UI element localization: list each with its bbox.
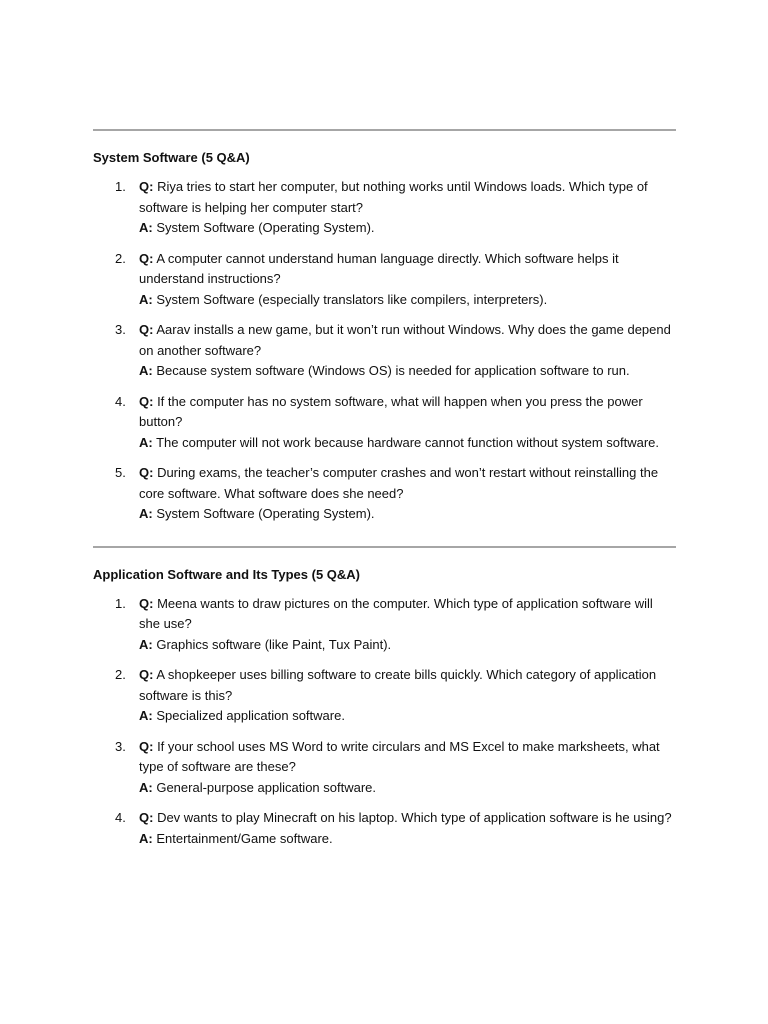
answer-line [139, 433, 676, 454]
qa-item [93, 737, 676, 799]
question-text: If the computer has no system software, what will happen when you press the power button? [139, 393, 643, 429]
item-number: 1. [115, 595, 126, 611]
answer-line [139, 218, 676, 239]
qa-item [93, 463, 676, 525]
answer-label: A: [139, 779, 153, 795]
question-line [139, 177, 676, 218]
question-label: Q: [139, 250, 154, 266]
answer-line [139, 290, 676, 311]
question-text: Dev wants to play Minecraft on his laptop. Which type of application software is he using? [153, 810, 672, 825]
answer-text: General-purpose application software. [152, 779, 377, 795]
section-divider [93, 546, 676, 548]
answer-line [139, 504, 676, 525]
question-label: Q: [139, 667, 154, 682]
answer-label: A: [139, 708, 153, 723]
question-text: During exams, the teacher’s computer crashes and won’t restart without reinstalling the core software. What software does she need? [139, 465, 659, 501]
question-line [139, 594, 676, 635]
question-text: A shopkeeper uses billing software to create bills quickly. Which category of application software is this? [139, 667, 657, 703]
section-application-software [93, 566, 676, 850]
item-number: 5. [115, 465, 126, 480]
question-line [139, 808, 676, 829]
question-text: Meena wants to draw pictures on the computer. Which type of application software will she use? [139, 595, 653, 631]
question-label: Q: [139, 322, 154, 337]
qa-item [93, 665, 676, 727]
qa-list [93, 594, 676, 850]
answer-line [139, 778, 676, 799]
answer-text: Because system software (Windows OS) is needed for application software to run. [152, 363, 630, 378]
answer-label: A: [139, 830, 153, 846]
question-line [139, 249, 676, 290]
question-label: Q: [139, 393, 154, 409]
item-number: 3. [115, 738, 126, 754]
question-label: Q: [139, 595, 154, 611]
answer-text: Graphics software (like Paint, Tux Paint). [152, 636, 392, 652]
question-line [139, 737, 676, 778]
question-text: If your school uses MS Word to write circulars and MS Excel to make marksheets, what type of software are these? [139, 738, 660, 774]
question-label: Q: [139, 810, 154, 825]
qa-list [93, 177, 676, 525]
question-text: Riya tries to start her computer, but nothing works until Windows loads. Which type of software is helping her computer start? [139, 179, 648, 215]
question-line [139, 392, 676, 433]
item-number: 4. [115, 393, 126, 409]
item-number: 1. [115, 179, 126, 194]
answer-line [139, 361, 676, 382]
item-number: 4. [115, 810, 126, 825]
question-line [139, 665, 676, 706]
answer-text: Specialized application software. [152, 708, 345, 723]
answer-text: Entertainment/Game software. [152, 830, 333, 846]
question-line [139, 320, 676, 361]
section-system-software [93, 149, 676, 525]
answer-label: A: [139, 220, 153, 235]
question-text: A computer cannot understand human language directly. Which software helps it understand instructions? [139, 250, 619, 286]
answer-label: A: [139, 636, 153, 652]
item-number: 2. [115, 250, 126, 266]
qa-item [93, 177, 676, 239]
question-text: Aarav installs a new game, but it won’t run without Windows. Why does the game depend on another software? [139, 322, 671, 358]
answer-text: System Software (Operating System). [152, 506, 375, 521]
answer-label: A: [139, 363, 153, 378]
answer-label: A: [139, 291, 153, 307]
answer-label: A: [139, 506, 153, 521]
qa-item [93, 249, 676, 311]
qa-item [93, 392, 676, 454]
answer-line [139, 829, 676, 850]
document-page [93, 0, 676, 849]
answer-text: System Software (especially translators like compilers, interpreters). [152, 291, 548, 307]
section-divider [93, 129, 676, 131]
question-label: Q: [139, 179, 154, 194]
answer-line [139, 635, 676, 656]
question-line [139, 463, 676, 504]
qa-item [93, 808, 676, 849]
answer-text: The computer will not work because hardware cannot function without system software. [152, 434, 660, 450]
answer-text: System Software (Operating System). [152, 220, 375, 235]
question-label: Q: [139, 465, 154, 480]
answer-label: A: [139, 434, 153, 450]
section-title: System Software (5 Q&A) [93, 150, 250, 165]
item-number: 2. [115, 667, 126, 682]
item-number: 3. [115, 322, 126, 337]
answer-line [139, 706, 676, 727]
section-title: Application Software and Its Types (5 Q&A) [93, 566, 361, 582]
qa-item [93, 320, 676, 382]
question-label: Q: [139, 738, 154, 754]
qa-item [93, 594, 676, 656]
